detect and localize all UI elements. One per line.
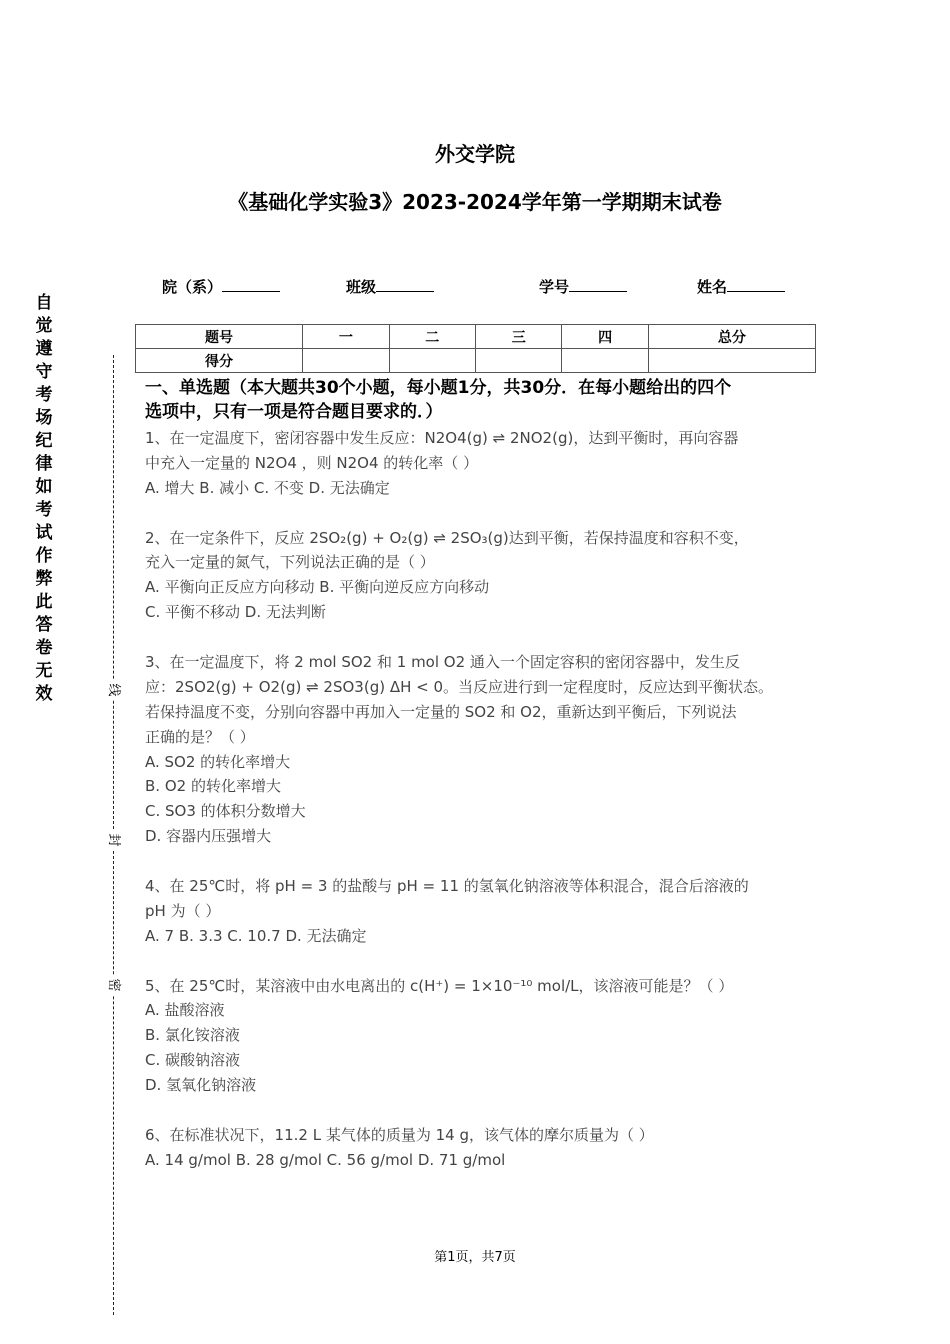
- school-name: 外交学院: [435, 142, 515, 166]
- question-3-line: B. O2 的转化率增大: [145, 777, 281, 796]
- table-cell: 四: [562, 325, 648, 349]
- question-2-line: 充入一定量的氮气，下列说法正确的是（ ）: [145, 553, 435, 572]
- question-5-line: D. 氢氧化钠溶液: [145, 1076, 257, 1095]
- field-department[interactable]: [162, 276, 280, 297]
- question-3-line: 3、在一定温度下，将 2 mol SO2 和 1 mol O2 通入一个固定容积的密闭容器中，发生反: [145, 653, 740, 672]
- table-cell: 三: [475, 325, 561, 349]
- field-label: 班级: [346, 278, 377, 296]
- table-cell: 总分: [648, 325, 815, 349]
- table-cell: 一: [303, 325, 389, 349]
- question-list: [145, 426, 773, 1173]
- heading-line: 选项中，只有一项是符合题目要求的．）: [145, 402, 443, 422]
- seal-mark: 线: [103, 680, 123, 700]
- question-2-line: 2、在一定条件下，反应 2SO₂(g) + O₂(g) ⇌ 2SO₃(g)达到平衡，若保持温度和容积不变，: [145, 528, 749, 547]
- question-6-line: 6、在标准状况下，11.2 L 某气体的质量为 14 g，该气体的摩尔质量为（ ）: [145, 1125, 654, 1144]
- question-3-line: 应：2SO2(g) + O2(g) ⇌ 2SO3(g) ΔH < 0。当反应进行到一定程度时，反应达到平衡状态。: [145, 677, 774, 696]
- score-table: [135, 324, 816, 373]
- question-6-line: A. 14 g/mol B. 28 g/mol C. 56 g/mol D. 71 g/mol: [145, 1150, 506, 1169]
- question-5-line: A. 盐酸溶液: [145, 1001, 225, 1020]
- question-4-line: 4、在 25℃时，将 pH = 3 的盐酸与 pH = 11 的氢氧化钠溶液等体积混合，混合后溶液的: [145, 877, 749, 896]
- table-cell: 题号: [136, 325, 303, 349]
- table-score-row: [136, 349, 816, 373]
- question-4-line: A. 7 B. 3.3 C. 10.7 D. 无法确定: [145, 926, 367, 945]
- side-notice: 自觉遵守考场纪律如考试作弊此答卷无效: [35, 293, 53, 704]
- question-1-line: 中充入一定量的 N2O4 ，则 N2O4 的转化率（ ）: [145, 453, 479, 472]
- question-5-line: B. 氯化铵溶液: [145, 1026, 240, 1045]
- question-3-line: D. 容器内压强增大: [145, 827, 272, 846]
- heading-line: 一、单选题（本大题共30个小题，每小题1分，共30分．在每小题给出的四个: [145, 378, 732, 398]
- seal-mark: 封: [103, 830, 123, 850]
- field-label: 学号: [539, 278, 570, 296]
- score-cell[interactable]: [475, 349, 561, 373]
- field-student-id[interactable]: [539, 276, 627, 297]
- section-heading: [145, 376, 731, 424]
- spacer: [145, 625, 773, 650]
- table-cell: 得分: [136, 349, 303, 373]
- field-label: 姓名: [697, 278, 728, 296]
- question-1-line: A. 增大 B. 减小 C. 不变 D. 无法确定: [145, 478, 390, 497]
- question-5-line: 5、在 25℃时，某溶液中由水电离出的 c(H⁺) = 1×10⁻¹⁰ mol/L，该溶液可能是？（ ）: [145, 976, 734, 995]
- page-footer: 第1页，共7页: [434, 1250, 516, 1265]
- question-1-line: 1、在一定温度下，密闭容器中发生反应：N2O4(g) ⇌ 2NO2(g)，达到平衡时，再向容器: [145, 429, 739, 447]
- question-2-line: C. 平衡不移动 D. 无法判断: [145, 603, 326, 622]
- table-cell: 二: [389, 325, 475, 349]
- question-3-line: 正确的是？（ ）: [145, 727, 255, 746]
- field-label: 院（系）: [162, 278, 223, 296]
- question-2-line: A. 平衡向正反应方向移动 B. 平衡向逆反应方向移动: [145, 578, 490, 597]
- question-4-line: pH 为（ ）: [145, 901, 221, 920]
- field-class[interactable]: [346, 276, 434, 297]
- question-3-line: 若保持温度不变，分别向容器中再加入一定量的 SO2 和 O2，重新达到平衡后，下列说法: [145, 702, 737, 721]
- question-5-line: C. 碳酸钠溶液: [145, 1051, 241, 1070]
- score-cell[interactable]: [562, 349, 648, 373]
- spacer: [145, 849, 773, 874]
- spacer: [145, 949, 773, 974]
- spacer: [145, 501, 773, 526]
- seal-mark: 密: [103, 975, 123, 995]
- exam-title: 《基础化学实验3》2023-2024学年第一学期期末试卷: [228, 190, 722, 214]
- score-cell[interactable]: [303, 349, 389, 373]
- score-cell[interactable]: [648, 349, 815, 373]
- spacer: [145, 1098, 773, 1123]
- question-3-line: A. SO2 的转化率增大: [145, 752, 291, 771]
- question-3-line: C. SO3 的体积分数增大: [145, 802, 306, 821]
- table-header-row: [136, 325, 816, 349]
- field-name[interactable]: [697, 276, 785, 297]
- score-cell[interactable]: [389, 349, 475, 373]
